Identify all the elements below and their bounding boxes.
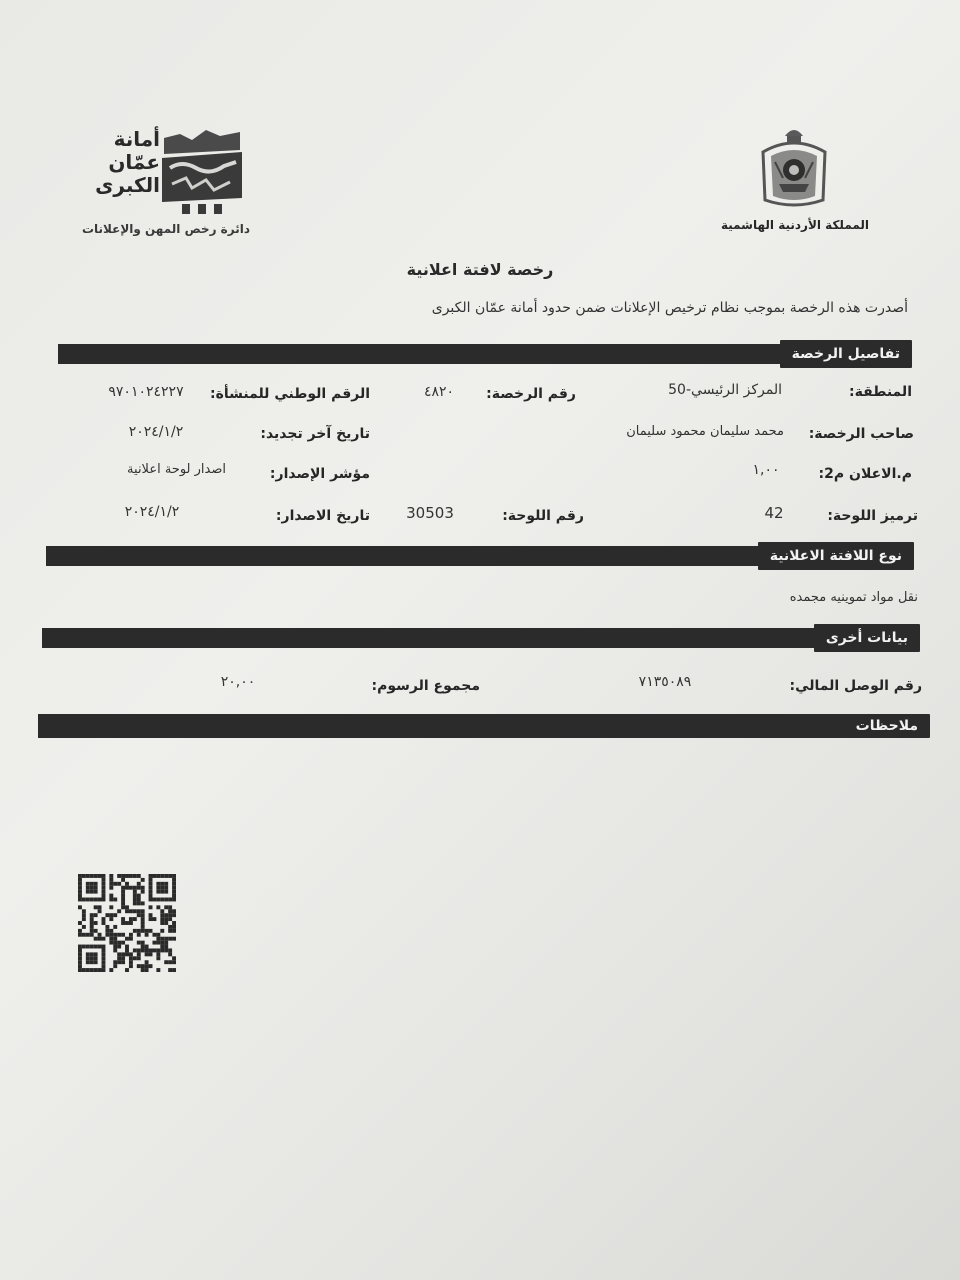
region-label: المنطقة: [849, 384, 912, 400]
section-notes-title: ملاحظات [844, 714, 930, 738]
ad-area-label: م.الاعلان م2: [818, 466, 912, 482]
qr-code-icon [78, 873, 176, 973]
document-title: رخصة لافتة اعلانية [406, 260, 554, 279]
last-renewal-value: ٢٠٢٤/١/٢ [128, 424, 184, 440]
sign-type-value: نقل مواد تموينيه مجمده [789, 590, 918, 605]
region-value: المركز الرئيسي-50 [668, 382, 782, 398]
total-fees-value: ٢٠,٠٠ [220, 674, 256, 690]
last-renewal-label: تاريخ آخر تجديد: [260, 426, 370, 442]
national-id-value: ٩٧٠١٠٢٤٢٢٧ [108, 384, 184, 400]
gam-logo [96, 124, 246, 216]
receipt-number-value: ٧١٣٥٠٨٩ [638, 674, 692, 690]
receipt-number-label: رقم الوصل المالي: [789, 678, 922, 694]
plate-code-label: ترميز اللوحة: [827, 508, 918, 524]
section-bar-notes [38, 714, 926, 738]
gam-logo-line2: عمّان [108, 150, 160, 174]
gam-emblem-icon [162, 128, 242, 216]
plate-number-value: 30503 [406, 504, 454, 522]
gam-department: دائرة رخص المهن والإعلانات [81, 222, 250, 236]
license-number-label: رقم الرخصة: [486, 386, 576, 402]
total-fees-label: مجموع الرسوم: [371, 678, 480, 694]
section-bar-other-data [42, 628, 912, 648]
section-other-data-title: بيانات أخرى [814, 624, 920, 652]
owner-value: محمد سليمان محمود سليمان [626, 424, 784, 439]
issue-indicator-value: اصدار لوحة اعلانية [127, 462, 226, 477]
section-bar-license-details [58, 344, 908, 364]
issue-indicator-label: مؤشر الإصدار: [269, 466, 370, 482]
section-sign-type-title: نوع اللافتة الاعلانية [758, 542, 914, 570]
kingdom-name: المملكة الأردنية الهاشمية [720, 218, 870, 232]
ad-area-value: ١,٠٠ [752, 462, 780, 478]
issue-date-value: ٢٠٢٤/١/٢ [124, 504, 180, 520]
gam-logo-line3: الكبرى [95, 173, 160, 197]
section-bar-sign-type [46, 546, 910, 566]
gam-logo-line1: أمانة [113, 127, 160, 151]
owner-label: صاحب الرخصة: [808, 426, 914, 442]
issue-date-label: تاريخ الاصدار: [275, 508, 370, 524]
plate-number-label: رقم اللوحة: [502, 508, 584, 524]
section-license-details-title: تفاصيل الرخصة [780, 340, 912, 368]
national-id-label: الرقم الوطني للمنشأة: [210, 386, 370, 402]
document-intro: أصدرت هذه الرخصة بموجب نظام ترخيص الإعلانات ضمن حدود أمانة عمّان الكبرى [431, 300, 908, 316]
coat-of-arms-icon [757, 122, 831, 210]
plate-code-value: 42 [764, 504, 784, 522]
license-number-value: ٤٨٢٠ [423, 384, 455, 400]
